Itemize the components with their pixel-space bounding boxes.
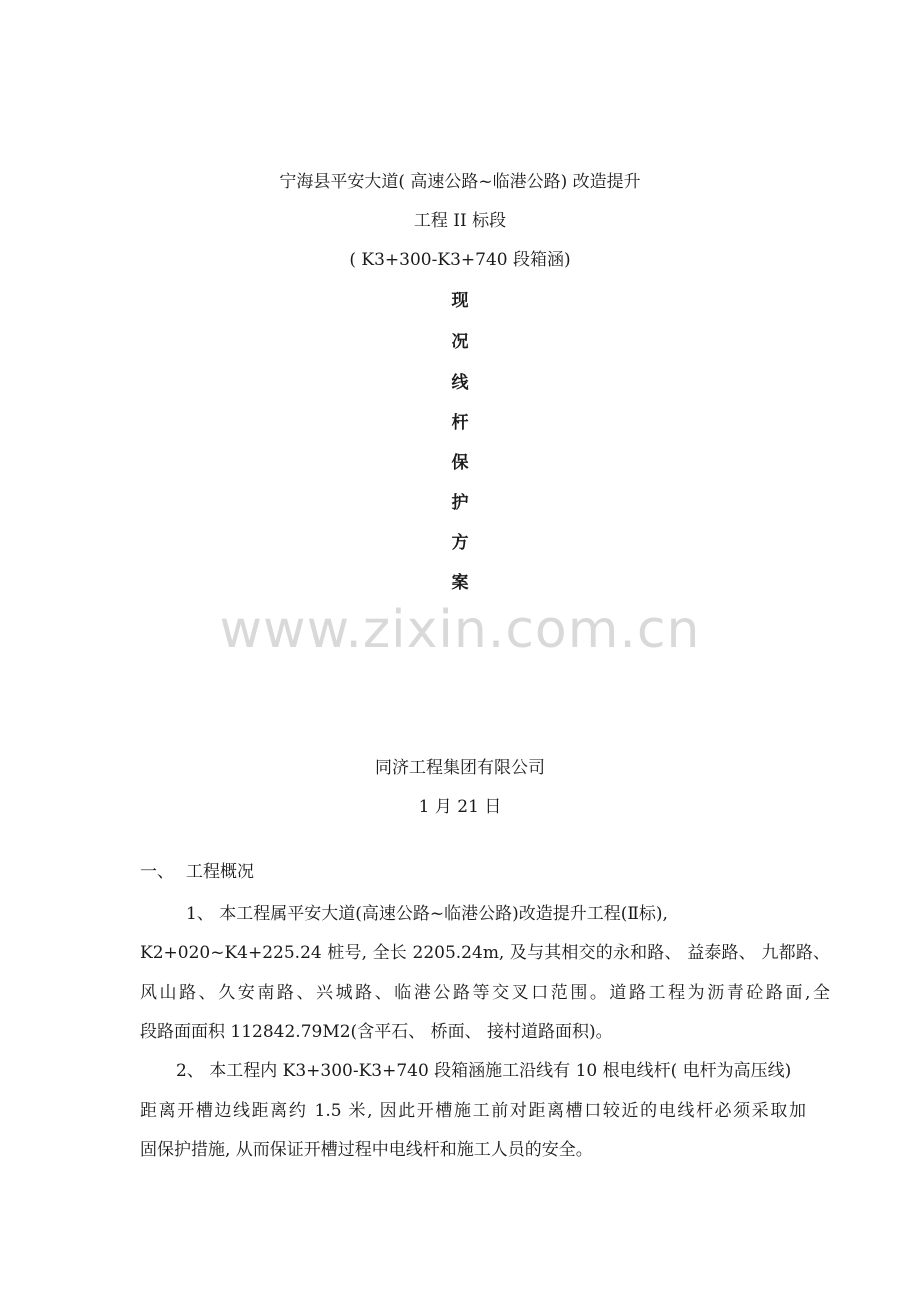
para1-line-3: 风山路、久安南路、兴城路、临港公路等交叉口范围。道路工程为沥青砼路面,全	[140, 983, 830, 1003]
vertical-title-char-3: 线	[451, 373, 469, 393]
company-name: 同济工程集团有限公司	[375, 758, 545, 778]
section-number: 一、	[140, 862, 174, 882]
vertical-title-char-8: 案	[451, 573, 469, 593]
para2-line-3: 固保护措施, 从而保证开槽过程中电线杆和施工人员的安全。	[140, 1140, 593, 1160]
vertical-title-char-1: 现	[451, 291, 469, 311]
vertical-title-char-5: 保	[451, 453, 469, 473]
vertical-title-char-6: 护	[451, 493, 469, 513]
section-heading	[140, 860, 254, 884]
vertical-title-char-2: 况	[451, 332, 469, 352]
cover-title-line-2: 工程 II 标段	[413, 211, 507, 231]
vertical-title-char-4: 杆	[451, 413, 469, 433]
vertical-title-char-7: 方	[451, 533, 469, 553]
para1-line-1: 1、 本工程属平安大道(高速公路~临港公路)改造提升工程(Ⅱ标),	[186, 904, 668, 924]
para1-line-4: 段路面面积 112842.79M2(含平石、 桥面、 接村道路面积)。	[140, 1022, 613, 1042]
cover-title-line-3: ( K3+300-K3+740 段箱涵)	[349, 250, 571, 270]
para2-line-1: 2、 本工程内 K3+300-K3+740 段箱涵施工沿线有 10 根电线杆( 电杆为高压线)	[176, 1061, 792, 1081]
cover-date: 1 月 21 日	[418, 797, 502, 817]
section-title: 工程概况	[186, 862, 254, 882]
para2-line-2: 距离开槽边线距离约 1.5 米, 因此开槽施工前对距离槽口较近的电线杆必须采取加	[140, 1101, 806, 1121]
cover-title-line-1: 宁海县平安大道( 高速公路~临港公路) 改造提升	[279, 172, 641, 192]
para1-line-2: K2+020~K4+225.24 桩号, 全长 2205.24m, 及与其相交的永和路、 益泰路、 九都路、	[140, 943, 830, 963]
watermark: www.zixin.com.cn	[219, 600, 701, 660]
